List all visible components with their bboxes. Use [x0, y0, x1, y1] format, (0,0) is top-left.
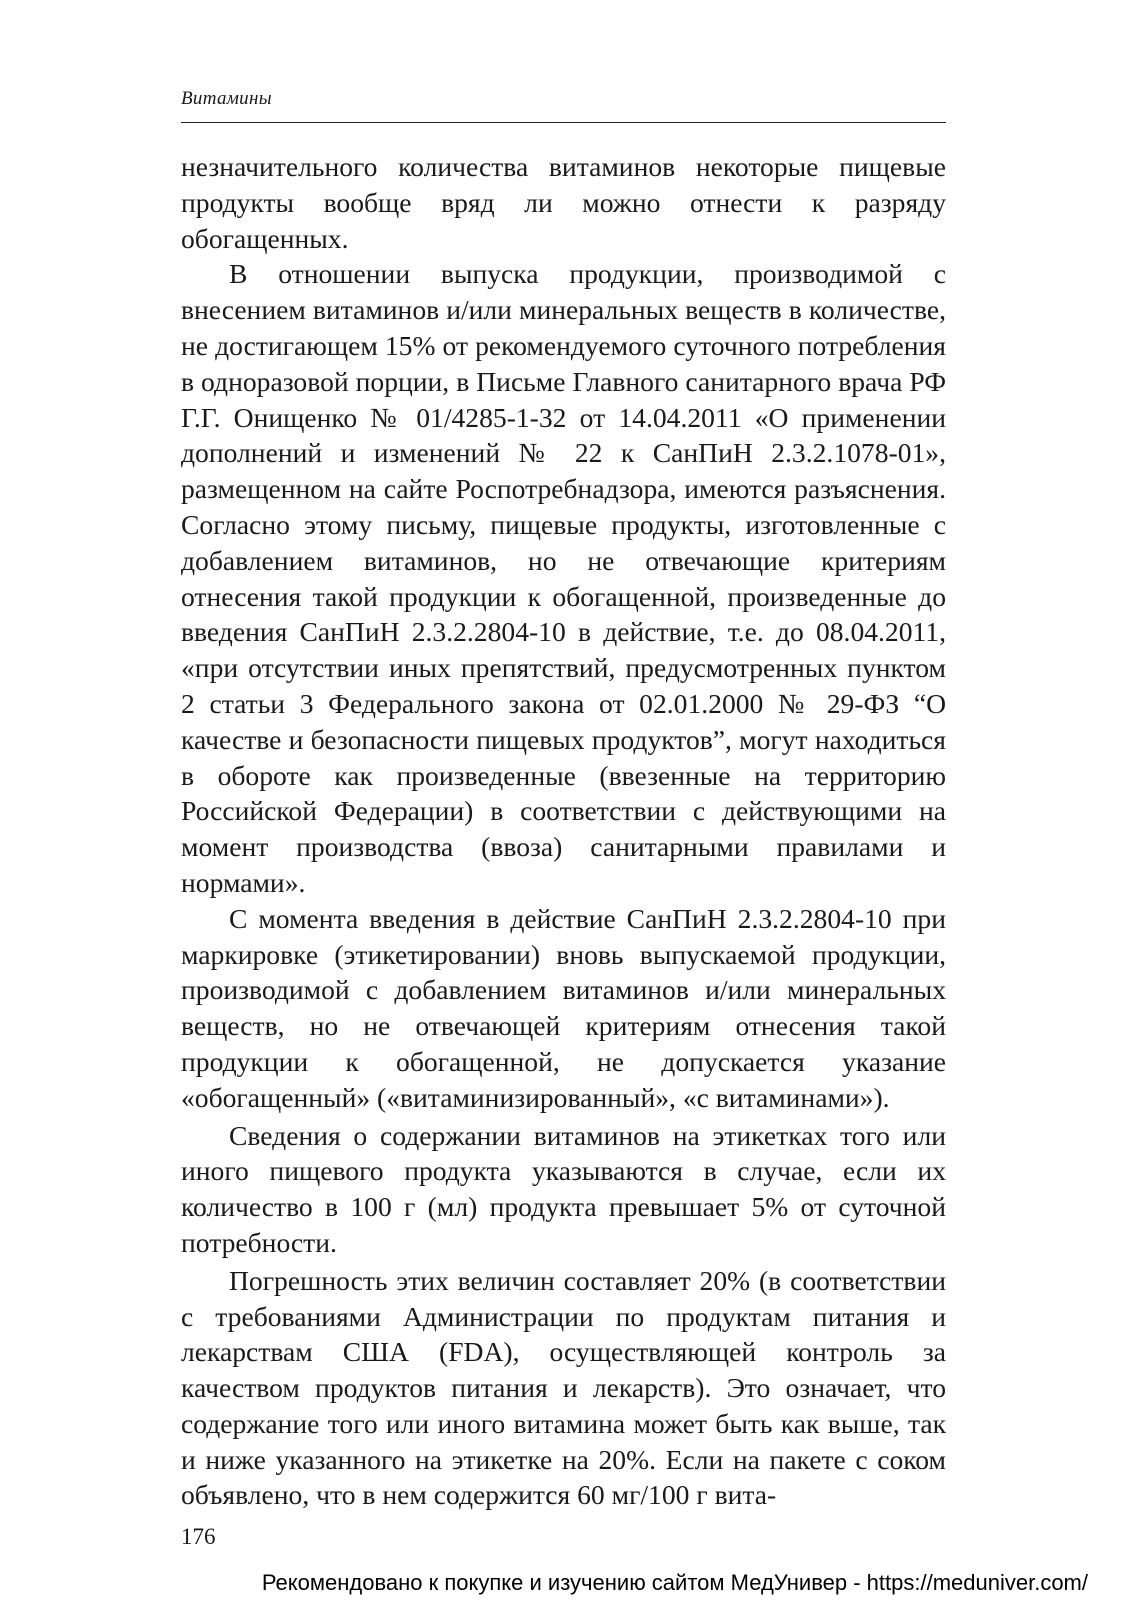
- paragraph: С момента введения в действие СанПиН 2.3.2.2804-10 при маркировке (этикетировании) вновь выпускаемой продукции, производимой с добавлением витаминов и/или минеральных веществ, но не отвечающей критериям отнесения такой продукции к обогащенной, не допускается указание «обогащенный» («витаминизированный», «с витаминами»).: [181, 902, 946, 1113]
- paragraph: Сведения о содержании витаминов на этикетках того или иного пищевого продукта указываются в случае, если их количество в 100 г (мл) продукта превышает 5% от суточной потребности.: [181, 1119, 946, 1258]
- paragraph: В отношении выпуска продукции, производимой с внесением витаминов и/или минеральных веществ в количестве, не достигающем 15% от рекомендуемого суточного потребления в одноразовой порции, в Письме Главного санитарного врача РФ Г.Г. Онищенко № 01/4285-1-32 от 14.04.2011 «О применении дополнений и изменений № 22 к СанПиН 2.3.2.1078-01», размещенном на сайте Роспотребнадзора, имеются разъяснения. Согласно этому письму, пищевые продукты, изготовленные с добавлением витаминов, но не отвечающие критериям отнесения такой продукции к обогащенной, произведенные до введения СанПиН 2.3.2.2804-10 в действие, т.е. до 08.04.2011, «при отсутствии иных препятствий, предусмотренных пунктом 2 статьи 3 Федерального закона от 02.01.2000 № 29-ФЗ “О качестве и безопасности пищевых продуктов”, могут находиться в обороте как произведенные (ввезенные на территорию Российской Федерации) в соответствии с действующими на момент производства (ввоза) санитарными правилами и нормами».: [181, 258, 946, 898]
- body-text: [181, 149, 946, 1513]
- page-number: 176: [181, 1524, 216, 1549]
- running-header: Витамины: [181, 88, 272, 109]
- paragraph: Погрешность этих величин составляет 20% (в соответствии с требованиями Администрации по продуктам питания и лекарствам США (FDA), осуществляющей контроль за качеством продуктов питания и лекарств). Это означает, что содержание того или иного витамина может быть как выше, так и ниже указанного на этикетке на 20%. Если на пакете с соком объявлено, что в нем содержится 60 мг/100 г вита-: [181, 1264, 946, 1511]
- footer-banner: Рекомендовано к покупке и изучению сайтом МедУнивер - https://meduniver.com/: [261, 1570, 1088, 1595]
- paragraph: незначительного количества витаминов некоторые пищевые продукты вообще вряд ли можно отнести к разряду обогащенных.: [181, 151, 946, 254]
- header-rule: [181, 122, 946, 123]
